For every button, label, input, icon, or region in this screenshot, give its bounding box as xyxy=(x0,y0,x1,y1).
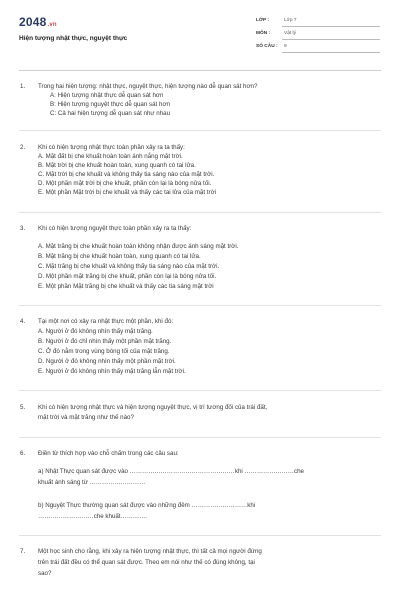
answer-option: C. Ở đó nằm trong vùng bóng tối của mặt trăng. xyxy=(38,348,170,355)
question-number: 7. xyxy=(20,548,26,555)
question-divider xyxy=(19,535,381,536)
header-divider xyxy=(19,70,381,71)
question-number: 5. xyxy=(20,404,26,411)
fill-blank-line: khuất ánh sáng từ ……………………… xyxy=(38,479,146,486)
answer-option: E. Một phần Mặt trời bị che khuất và thấy các tai lửa của mặt trời xyxy=(38,189,217,196)
meta-class-label: LỚP : xyxy=(256,18,270,23)
answer-option: E. Người ở đó không nhìn thấy mặt trăng lẫn mặt trời. xyxy=(38,368,186,375)
logo-suffix: .vn xyxy=(47,22,57,28)
question-divider xyxy=(19,212,381,213)
answer-option: A. Người ở đó không nhìn thấy mặt trăng. xyxy=(38,328,153,335)
answer-option: E. Một phần Mặt trăng bị che khuất và thấy các tia sáng mặt trời xyxy=(38,283,214,290)
logo-text: 2048 xyxy=(19,15,47,29)
meta-subject-value: Vật lý xyxy=(284,31,296,36)
answer-option: A. Mặt đất bị che khuất hoàn toàn ánh nắng mặt trời. xyxy=(38,153,183,160)
question-number: 3. xyxy=(20,225,26,232)
question-number: 6. xyxy=(20,450,26,457)
question-text: sao? xyxy=(38,570,52,577)
question-text: Khi có hiện tượng nhật thực toàn phần xảy ra ta thấy: xyxy=(38,144,185,151)
question-divider xyxy=(19,305,381,306)
answer-option: A. Mặt trăng bị che khuất hoàn toàn không nhận được ánh sáng mặt trời. xyxy=(38,243,239,250)
meta-class-value: Lớp 7 xyxy=(284,18,297,23)
question-text: Điền từ thích hợp vào chỗ chấm trong các câu sau: xyxy=(38,450,179,457)
question-text: Khi có hiện tượng nhật thực và hiện tượng nguyệt thực, vị trí tương đối của trái đất, xyxy=(38,404,268,411)
question-divider xyxy=(19,130,381,131)
answer-option: C. Mặt trời bị che khuất và không thấy tia sáng nào của mặt trời. xyxy=(38,171,215,178)
fill-blank-line: a) Nhật Thực quan sát được vào ……………………………………………khi ……………………che xyxy=(38,468,304,475)
meta-count-label: SỐ CÂU : xyxy=(256,44,278,49)
answer-option: B. Mặt trời bị che khuất hoàn toàn, xung quanh có tai lửa. xyxy=(38,162,196,169)
answer-option: D. Người ở đó không nhìn thấy một phần mặt trời. xyxy=(38,358,176,365)
meta-underline xyxy=(282,26,380,27)
question-text: Tại một nơi có xảy ra nhật thực một phần, khi đó: xyxy=(38,318,174,325)
question-divider xyxy=(19,437,381,438)
question-text: Khi có hiện tượng nguyệt thực toàn phần xảy ra ta thấy: xyxy=(38,225,192,232)
answer-option: B. Mặt trăng bị che khuất hoàn toàn, xung quanh có tai lửa. xyxy=(38,253,201,260)
meta-subject-label: MÔN : xyxy=(256,31,271,36)
fill-blank-line: b) Nguyệt Thực thường quan sát được vào những đêm ………………………khi xyxy=(38,502,256,509)
site-logo[interactable] xyxy=(19,15,57,29)
answer-option: C: Cả hai hiện tượng dễ quan sát như nhau xyxy=(50,110,171,117)
fill-blank-line: ………………………che khuất…………. xyxy=(38,513,147,520)
answer-option: D. Một phần mặt trăng bị che khuất, phần còn lại là bóng nửa tối. xyxy=(38,273,217,280)
answer-option: C. Mặt trăng bị che khuất và không thấy tia sáng nào của mặt trời. xyxy=(38,263,220,270)
document-title: Hiện tượng nhật thực, nguyệt thực xyxy=(19,35,128,42)
meta-count-value: 9 xyxy=(284,44,287,49)
answer-option: B. Người ở đó chỉ nhìn thấy một phần mặt trăng. xyxy=(38,338,172,345)
question-number: 2. xyxy=(20,144,26,151)
question-text: mặt trời và mặt trăng như thế nào? xyxy=(38,414,134,421)
question-divider xyxy=(19,390,381,391)
meta-underline xyxy=(282,39,380,40)
question-number: 1. xyxy=(20,83,26,90)
answer-option: B: Hiện tượng nguyệt thực dễ quan sát hơn xyxy=(50,101,170,108)
question-text: Trong hai hiện tượng: nhật thực, nguyệt thực, hiện tượng nào dễ quan sát hơn? xyxy=(38,83,258,90)
answer-option: A: Hiện tượng nhật thực dễ quan sát hơn xyxy=(50,92,164,99)
question-text: trên trái đất đều có thể quan sát được. Theo em nói như thế có đúng không, tại xyxy=(38,559,255,566)
answer-option: D. Một phần mặt trời bị che khuất, phần còn lại là bóng nửa tối. xyxy=(38,180,212,187)
question-text: Một học sinh cho rằng, khi xảy ra hiện tượng nhật thực, thì tất cả mọi người đứng xyxy=(38,548,262,555)
meta-underline xyxy=(282,52,380,53)
question-number: 4. xyxy=(20,318,26,325)
